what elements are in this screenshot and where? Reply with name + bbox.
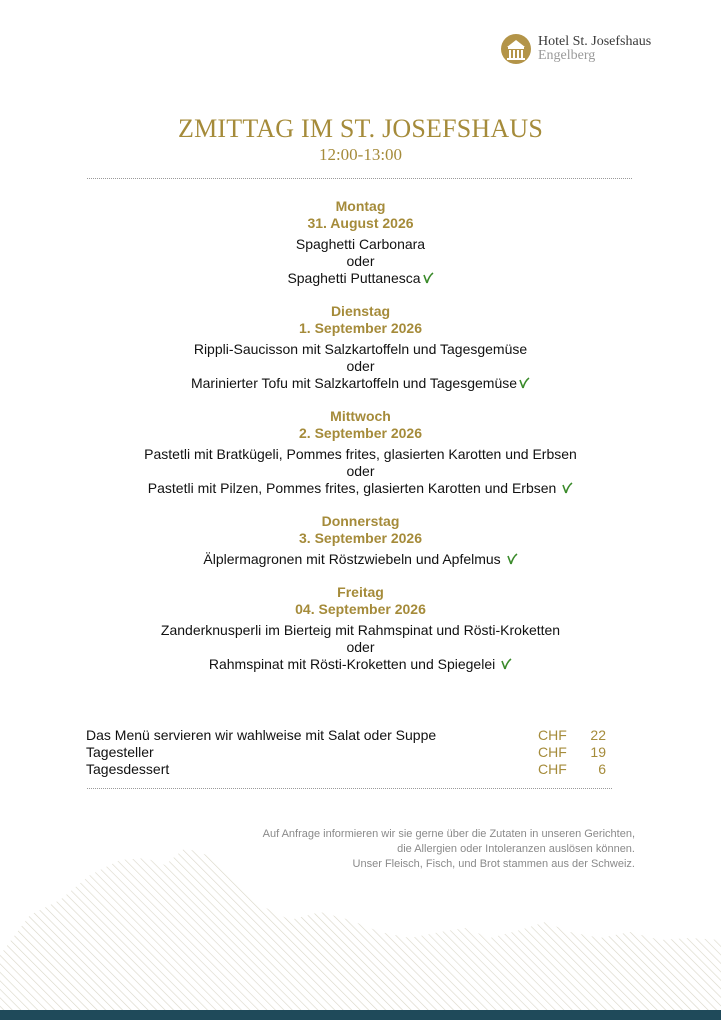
dish-text: Rahmspinat mit Rösti-Kroketten und Spiegelei [208,656,500,672]
footer-bar [0,1010,721,1020]
daily-menu [0,198,721,689]
price-cur: CHF [538,727,567,743]
dish-separator [0,639,721,656]
leaf-icon [518,377,530,389]
dish-line [0,622,721,639]
day-date: 31. August 2026 [307,215,414,231]
day-name: Mittwoch [330,408,391,424]
dish-text: oder [346,639,375,655]
dish-line [0,656,721,673]
price-val: 6 [598,761,606,777]
dish-list [0,446,721,497]
dish-separator [0,358,721,375]
dish-text: Pastetli mit Pilzen, Pommes frites, glasierten Karotten und Erbsen [147,480,561,496]
dish-line [0,236,721,253]
price-cur: CHF [538,761,567,777]
price-row [86,761,606,778]
dish-separator [0,253,721,270]
dish-text: oder [346,253,375,269]
day-section [0,513,721,568]
day-section [0,303,721,392]
price-label: Das Menü servieren wir wahlweise mit Salat oder Suppe [86,727,437,743]
price-list [86,727,606,778]
menu-title: ZMITTAG IM ST. JOSEFSHAUS [177,114,544,143]
dish-line [0,446,721,463]
day-date: 1. September 2026 [299,320,422,336]
leaf-icon [422,272,434,284]
dish-text: Pastetli mit Bratkügeli, Pommes frites, glasierten Karotten und Erbsen [144,446,577,462]
leaf-icon [561,482,573,494]
day-section [0,198,721,287]
menu-hours: 12:00-13:00 [318,145,403,164]
day-name: Donnerstag [321,513,400,529]
note-line: Unser Fleisch, Fisch, und Brot stammen aus der Schweiz. [352,858,635,870]
day-section [0,408,721,497]
divider-bottom [87,788,612,789]
price-label: Tagesteller [86,744,154,760]
leaf-icon [506,553,518,565]
day-name: Freitag [337,584,384,600]
dish-text: Rippli-Saucisson mit Salzkartoffeln und Tagesgemüse [193,341,528,357]
day-section [0,584,721,673]
leaf-icon [500,658,512,670]
dish-text: Spaghetti Carbonara [295,236,426,252]
price-row [86,727,606,744]
dish-list [0,236,721,287]
price-cur: CHF [538,744,567,760]
dish-separator [0,463,721,480]
day-date: 2. September 2026 [299,425,422,441]
dish-list [0,622,721,673]
dish-text: Marinierter Tofu mit Salzkartoffeln und Tagesgemüse [190,375,518,391]
price-val: 19 [590,744,606,760]
dish-line [0,375,721,392]
hotel-logo [500,33,651,65]
divider-top [87,178,632,179]
dish-text: Zanderknusperli im Bierteig mit Rahmspinat und Rösti-Kroketten [160,622,561,638]
building-icon [500,33,532,65]
hotel-place: Engelberg [538,48,596,63]
note-line: Auf Anfrage informieren wir sie gerne über die Zutaten in unseren Gerichten, [262,828,635,840]
allergy-note [263,827,635,872]
price-label: Tagesdessert [86,761,170,777]
hotel-name: Hotel St. Josefshaus [538,34,652,49]
price-val: 22 [590,727,606,743]
day-date: 04. September 2026 [295,601,426,617]
dish-line [0,551,721,568]
day-name: Dienstag [330,303,391,319]
day-date: 3. September 2026 [299,530,422,546]
dish-list [0,551,721,568]
day-name: Montag [335,198,386,214]
dish-line [0,480,721,497]
dish-text: oder [346,358,375,374]
note-line: die Allergien oder Intoleranzen auslösen können. [397,843,635,855]
dish-line [0,341,721,358]
price-row [86,744,606,761]
dish-text: Spaghetti Puttanesca [287,270,421,286]
dish-list [0,341,721,392]
dish-line [0,270,721,287]
dish-text: oder [346,463,375,479]
dish-text: Älplermagronen mit Röstzwiebeln und Apfelmus [203,551,505,567]
